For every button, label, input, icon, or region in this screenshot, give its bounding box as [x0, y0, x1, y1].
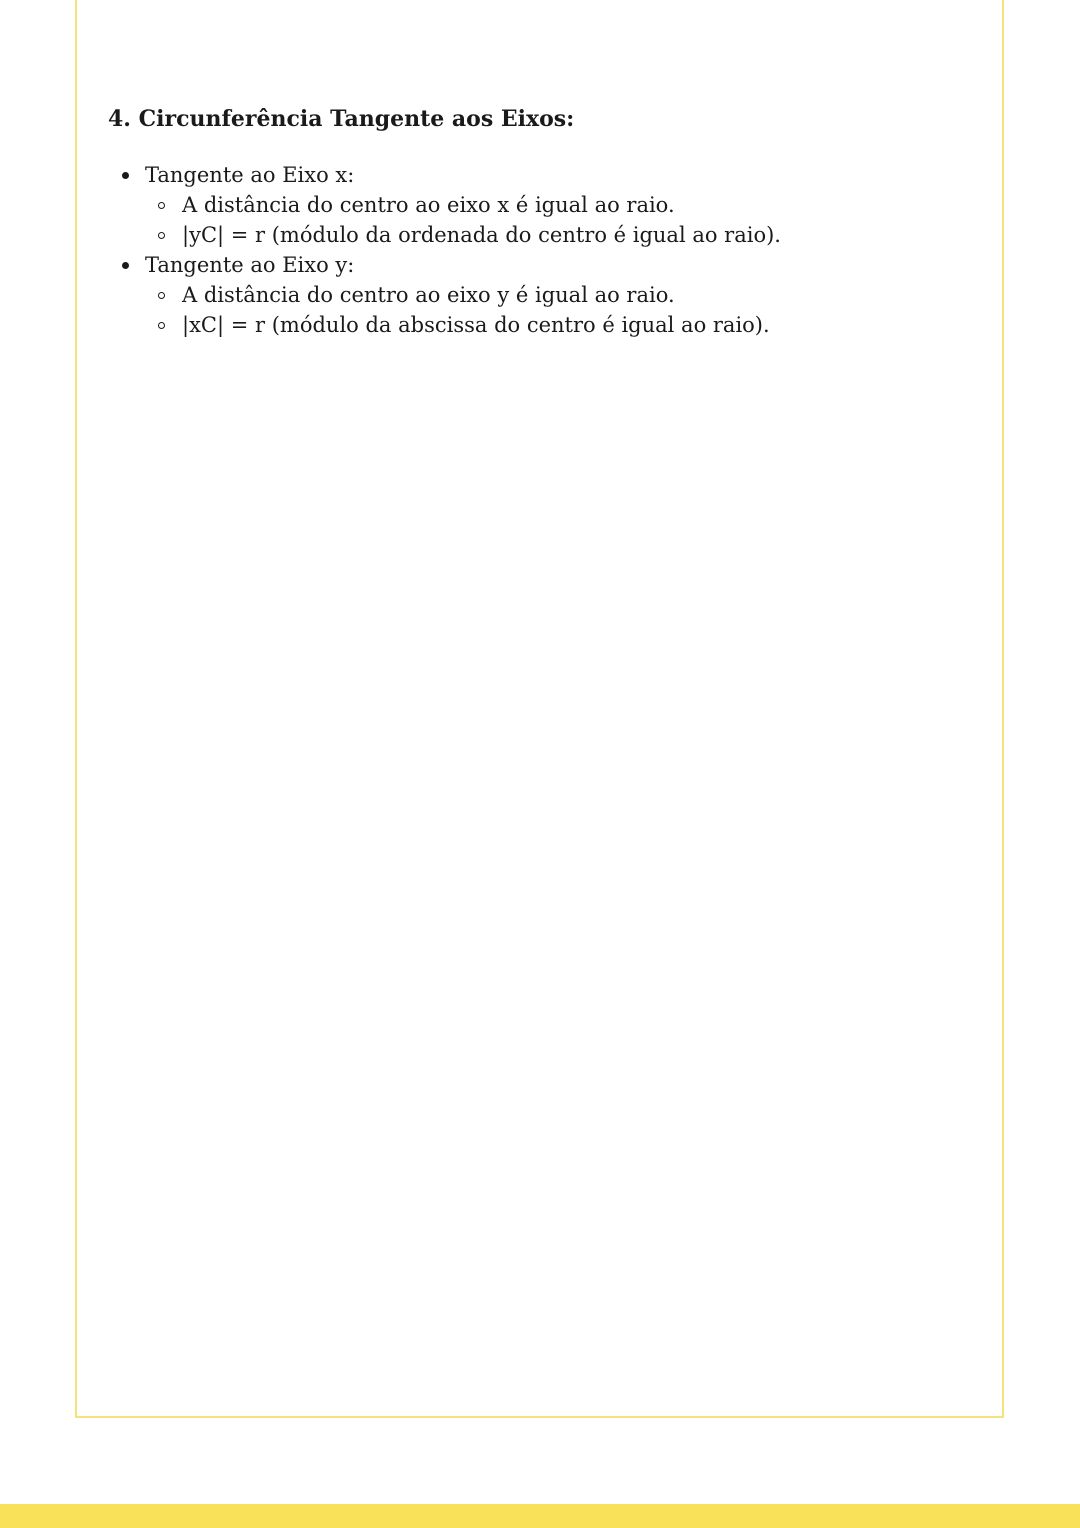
section-title: 4. Circunferência Tangente aos Eixos: [108, 106, 575, 132]
sub-list-item: A distância do centro ao eixo x é igual ao raio. [182, 190, 968, 220]
list-item-tangent-x [145, 160, 968, 250]
list-item-label: Tangente ao Eixo x: [145, 163, 355, 187]
document-content [108, 104, 968, 340]
sub-list-item: |xC| = r (módulo da abscissa do centro é igual ao raio). [182, 310, 968, 340]
sub-bullet-list [145, 190, 968, 250]
sub-list-item: A distância do centro ao eixo y é igual ao raio. [182, 280, 968, 310]
list-item-tangent-y [145, 250, 968, 340]
list-item-label: Tangente ao Eixo y: [145, 253, 355, 277]
sub-bullet-list [145, 280, 968, 340]
bottom-accent-bar [0, 1504, 1080, 1528]
bullet-list [108, 160, 968, 340]
sub-list-item: |yC| = r (módulo da ordenada do centro é igual ao raio). [182, 220, 968, 250]
